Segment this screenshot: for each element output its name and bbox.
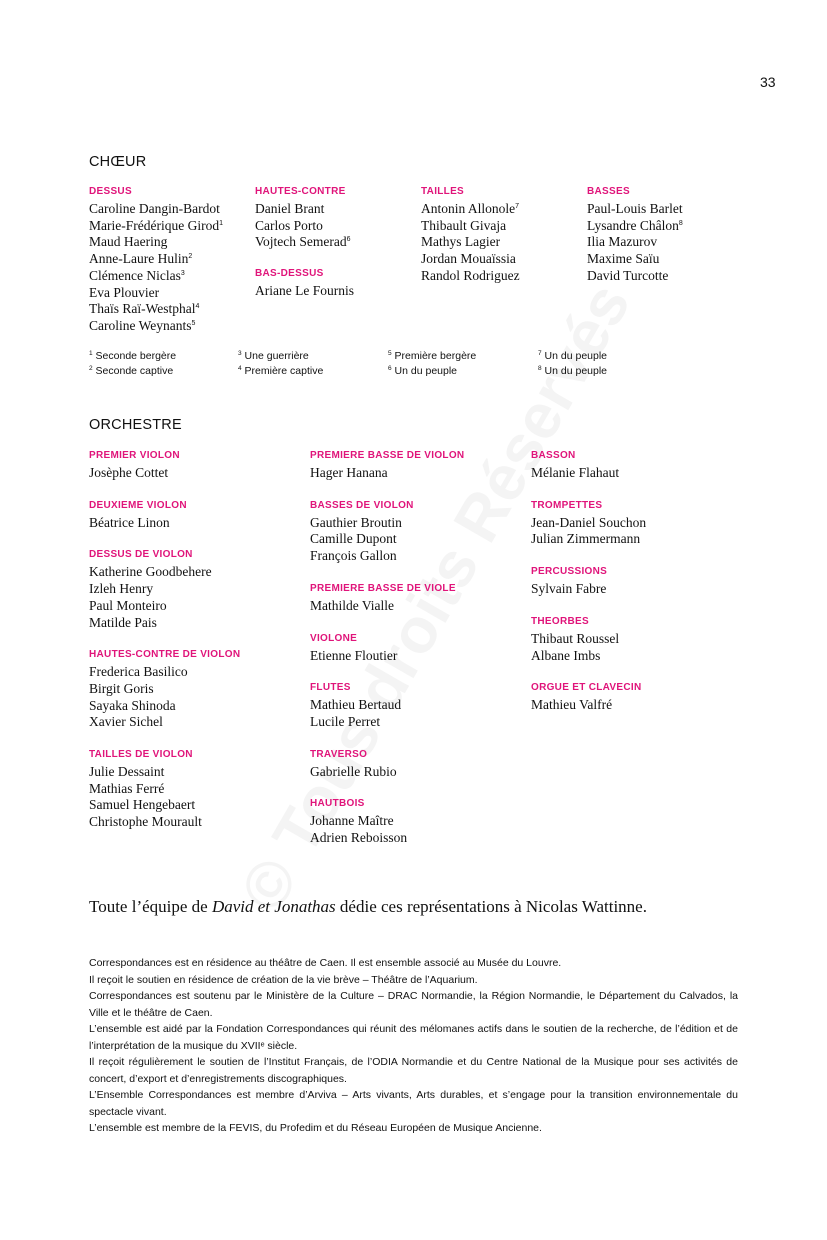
footnote-text: Un du peuple	[394, 365, 458, 377]
singer-name-text: David Turcotte	[587, 267, 669, 283]
instrument-category: DEUXIEME VIOLON	[89, 499, 187, 511]
musician-name: Jean-Daniel Souchon	[531, 514, 647, 530]
note-paragraph: L’Ensemble Correspondances est membre d’Arviva – Arts vivants, Arts durables, et s’engage pour la transition environnementale du spectacle vivant.	[89, 1089, 738, 1118]
singer-name	[587, 218, 797, 235]
footnote-text: Première bergère	[394, 350, 477, 362]
footnote-number: 5	[388, 350, 392, 357]
singer-name-text: Daniel Brant	[255, 201, 325, 216]
singer-name-text: Marie-Frédérique Girod	[89, 217, 220, 233]
singer-name-text: Ilia Mazurov	[587, 234, 658, 250]
musician-name: Mathilde Vialle	[310, 597, 395, 613]
musician-name: Christophe Mourault	[89, 814, 202, 830]
singer-name-text: Maud Haering	[89, 234, 168, 250]
musician-name: Lucile Perret	[310, 713, 381, 729]
instrument-category: VIOLONE	[310, 632, 358, 644]
musician-list	[89, 564, 299, 631]
instrument-group	[89, 450, 299, 482]
footnote-column	[388, 349, 476, 379]
musician-list	[310, 813, 520, 846]
footnote-number: 4	[238, 365, 242, 372]
footnote-column	[238, 349, 323, 379]
musician-list	[531, 465, 741, 482]
instrument-group	[89, 500, 299, 532]
footnote-marker: 4	[195, 303, 200, 311]
footnote	[238, 349, 323, 364]
instrument-category: THEORBES	[531, 615, 589, 627]
note-paragraph: Il reçoit régulièrement le soutien de l’Institut Français, de l’ODIA Normandie et du Centre National de la Musique pour ses activités de concert, d’export et d’enregistrements discographiques.	[89, 1056, 738, 1085]
musician-list	[310, 764, 520, 781]
instrument-category: ORGUE ET CLAVECIN	[531, 682, 642, 694]
singer-name-text: Caroline Dangin-Bardot	[89, 201, 220, 216]
musician-list	[531, 631, 741, 664]
singer-name-text: Clémence Niclas	[89, 267, 181, 283]
musician-name: Mathieu Bertaud	[310, 697, 402, 713]
musician-name: Frederica Basilico	[89, 664, 188, 680]
instrument-category: PREMIERE BASSE DE VIOLE	[310, 582, 456, 594]
musician-name: Julian Zimmermann	[531, 531, 641, 547]
footnote	[538, 349, 607, 364]
footnote	[89, 349, 176, 364]
singer-name-text: Thibault Givaja	[421, 217, 507, 233]
musician-name: Mélanie Flahaut	[531, 465, 620, 480]
singer-name-text: Antonin Allonole	[421, 201, 516, 216]
footnote-text: Un du peuple	[544, 365, 608, 377]
note-paragraph: L’ensemble est membre de la FEVIS, du Profedim et du Réseau Européen de Musique Ancienne.	[89, 1122, 542, 1134]
musician-list	[310, 648, 520, 665]
musician-list	[531, 581, 741, 598]
footnote	[388, 349, 476, 364]
choeur-column	[587, 186, 797, 302]
instrument-group	[89, 649, 299, 731]
musician-list	[310, 515, 520, 565]
footnote-marker: 3	[180, 269, 185, 277]
instrument-group	[310, 450, 520, 482]
voice-category: BAS-DESSUS	[255, 268, 324, 280]
singer-name	[587, 251, 797, 268]
musician-list	[310, 598, 520, 615]
instrument-group	[310, 682, 520, 730]
instrument-category: DESSUS DE VIOLON	[89, 549, 193, 561]
instrument-group	[310, 633, 520, 665]
instrument-group	[531, 566, 741, 598]
footnote-marker: 5	[191, 319, 196, 327]
orchestre-column	[89, 450, 299, 849]
note-paragraph: Correspondances est soutenu par le Ministère de la Culture – DRAC Normandie, la Région Normandie, le Département du Calvados, la Ville et le théâtre de Caen.	[89, 990, 738, 1019]
instrument-group	[89, 549, 299, 631]
orchestre-column	[531, 450, 741, 732]
singer-name-text: Maxime Saïu	[587, 251, 660, 267]
footnote-number: 8	[538, 365, 542, 372]
instrument-group	[531, 682, 741, 714]
instrument-category: PREMIERE BASSE DE VIOLON	[310, 450, 465, 461]
orchestre-title: ORCHESTRE	[89, 417, 182, 433]
musician-name: Julie Dessaint	[89, 764, 165, 780]
footnote-column	[89, 349, 176, 379]
orchestre-column	[310, 450, 520, 865]
footnote-text: Seconde captive	[95, 365, 174, 377]
footnote-marker: 2	[188, 253, 193, 261]
instrument-group	[531, 616, 741, 664]
page-number: 33	[760, 74, 776, 90]
musician-list	[531, 697, 741, 714]
singer-name-text: Eva Plouvier	[89, 284, 160, 300]
musician-name: Samuel Hengebaert	[89, 797, 196, 813]
instrument-category: PERCUSSIONS	[531, 566, 608, 578]
singer-name-text: Carlos Porto	[255, 217, 323, 233]
singer-name	[89, 318, 299, 335]
voice-category: BASSES	[587, 186, 630, 197]
musician-list	[89, 515, 299, 532]
singer-name-text: Lysandre Châlon	[587, 217, 679, 233]
musician-name: Albane Imbs	[531, 647, 601, 663]
instrument-category: HAUTBOIS	[310, 798, 365, 810]
footnote-number: 1	[89, 350, 93, 357]
footnote	[89, 364, 176, 379]
footnote	[238, 364, 323, 379]
musician-name: Johanne Maître	[310, 813, 394, 829]
musician-name: Birgit Goris	[89, 680, 154, 696]
musician-name: Izleh Henry	[89, 581, 154, 597]
voice-group	[587, 186, 797, 285]
musician-name: Mathias Ferré	[89, 780, 165, 796]
singer-name-text: Thaïs Raï-Westphal	[89, 301, 196, 317]
instrument-category: TRAVERSO	[310, 748, 368, 760]
musician-name: Béatrice Linon	[89, 514, 170, 530]
musician-name: Sayaka Shinoda	[89, 697, 176, 713]
singer-name-text: Ariane Le Fournis	[255, 283, 354, 299]
footnote	[538, 364, 607, 379]
singer-name-text: Caroline Weynants	[89, 317, 192, 333]
footnote-number: 6	[388, 365, 392, 372]
footnote-text: Un du peuple	[544, 350, 608, 362]
choeur-title: CHŒUR	[89, 154, 147, 170]
dedication-title: David et Jonathas	[211, 897, 336, 916]
dedication-after: dédie ces représentations à Nicolas Wattinne.	[335, 897, 647, 916]
musician-list	[89, 465, 299, 482]
footnote-number: 7	[538, 350, 542, 357]
musician-name: Josèphe Cottet	[89, 465, 169, 480]
dedication-before: Toute l’équipe de	[89, 897, 212, 916]
musician-name: Thibaut Roussel	[531, 630, 620, 646]
singer-name	[587, 268, 797, 285]
note-paragraph: Il reçoit le soutien en résidence de création de la vie brève – Théâtre de l’Aquarium.	[89, 973, 478, 986]
singer-name	[587, 201, 797, 218]
musician-name: Katherine Goodbehere	[89, 564, 212, 580]
musician-list	[89, 664, 299, 731]
footnote	[388, 364, 476, 379]
musician-name: Mathieu Valfré	[531, 697, 613, 713]
instrument-category: FLUTES	[310, 682, 351, 694]
singer-name-text: Anne-Laure Hulin	[89, 251, 189, 267]
instrument-group	[310, 749, 520, 781]
singer-name-text: Randol Rodriguez	[421, 267, 520, 283]
musician-name: Etienne Floutier	[310, 647, 398, 663]
notes	[89, 955, 738, 1137]
singer-name-text: Vojtech Semerad	[255, 234, 347, 250]
instrument-group	[531, 450, 741, 482]
musician-name: Adrien Reboisson	[310, 830, 408, 846]
musician-name: Sylvain Fabre	[531, 581, 607, 597]
footnote-number: 2	[89, 365, 93, 372]
musician-list	[310, 465, 520, 482]
musician-name: Xavier Sichel	[89, 714, 163, 730]
singer-name-text: Mathys Lagier	[421, 234, 501, 250]
musician-name: Gabrielle Rubio	[310, 763, 397, 779]
footnote-text: Seconde bergère	[95, 350, 177, 362]
instrument-category: BASSON	[531, 450, 576, 461]
singer-list	[587, 201, 797, 285]
musician-list	[89, 764, 299, 831]
singer-name	[587, 234, 797, 251]
voice-category: DESSUS	[89, 186, 132, 197]
musician-list	[310, 697, 520, 730]
musician-list	[531, 515, 741, 548]
footnote-marker: 6	[346, 236, 351, 244]
footnote-number: 3	[238, 350, 242, 357]
instrument-group	[89, 749, 299, 831]
footnote-text: Une guerrière	[244, 350, 309, 362]
note-paragraph: Correspondances est en résidence au théâtre de Caen. Il est ensemble associé au Musée du Louvre.	[89, 957, 562, 969]
instrument-group	[310, 500, 520, 565]
voice-category: HAUTES-CONTRE	[255, 186, 346, 197]
instrument-category: HAUTES-CONTRE DE VIOLON	[89, 649, 241, 661]
musician-name: Hager Hanana	[310, 465, 388, 480]
dedication	[89, 897, 647, 917]
footnote-text: Première captive	[244, 365, 324, 377]
footnote-column	[538, 349, 607, 379]
instrument-group	[310, 798, 520, 846]
footnote-marker: 1	[219, 219, 223, 227]
footnote-marker: 7	[515, 203, 520, 210]
singer-name-text: Jordan Mouaïssia	[421, 251, 516, 267]
instrument-category: BASSES DE VIOLON	[310, 499, 414, 511]
footnote-marker: 8	[678, 219, 683, 227]
voice-category: TAILLES	[421, 186, 465, 197]
musician-name: Matilde Pais	[89, 614, 157, 630]
instrument-group	[310, 583, 520, 615]
singer-name-text: Paul-Louis Barlet	[587, 201, 683, 216]
instrument-category: TROMPETTES	[531, 499, 603, 511]
musician-name: Paul Monteiro	[89, 597, 167, 613]
musician-name: François Gallon	[310, 548, 397, 564]
instrument-group	[531, 500, 741, 548]
instrument-category: TAILLES DE VIOLON	[89, 749, 193, 761]
musician-name: Gauthier Broutin	[310, 514, 402, 530]
instrument-category: PREMIER VIOLON	[89, 450, 180, 461]
musician-name: Camille Dupont	[310, 531, 397, 547]
note-paragraph: L’ensemble est aidé par la Fondation Correspondances qui réunit des mélomanes actifs dans le soutien de la recherche, de l’édition et de l’interprétation de la musique du XVIIᵉ siècle.	[89, 1023, 738, 1052]
